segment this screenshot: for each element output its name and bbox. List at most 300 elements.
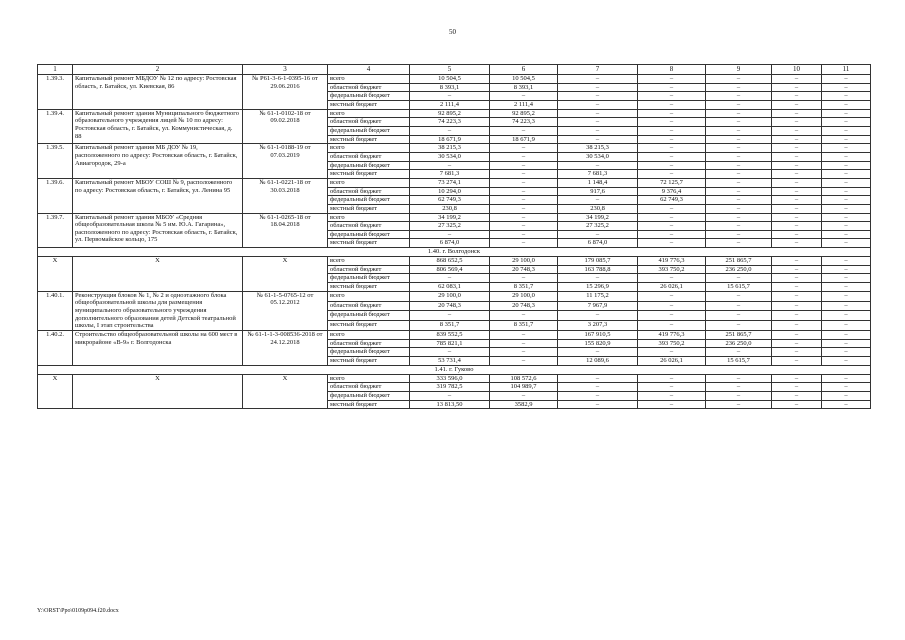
amount-cell: 30 534,0 <box>410 152 490 161</box>
amount-cell: 8 393,1 <box>490 83 558 92</box>
amount-cell: – <box>706 75 772 84</box>
section-header-row <box>38 365 871 374</box>
amount-cell: – <box>558 75 638 84</box>
section-header-row <box>38 248 871 257</box>
amount-cell: 13 813,50 <box>410 400 490 409</box>
column-number-cell: 6 <box>490 65 558 75</box>
amount-cell: – <box>638 161 706 170</box>
object-name-cell: Капитальный ремонт МБОУ СОШ № 9, расположенного по адресу: Ростовская область, г. Батайск, ул. Ленина 95 <box>73 178 243 213</box>
amount-cell: 29 100,0 <box>490 291 558 301</box>
amount-cell: 29 100,0 <box>410 291 490 301</box>
amount-cell: – <box>822 265 871 274</box>
amount-cell: 785 821,1 <box>410 339 490 348</box>
amount-cell: – <box>706 196 772 205</box>
funding-source-cell: местный бюджет <box>328 239 410 248</box>
funding-source-cell: местный бюджет <box>328 135 410 144</box>
amount-cell: – <box>638 400 706 409</box>
funding-source-cell: местный бюджет <box>328 170 410 179</box>
amount-cell: – <box>706 391 772 400</box>
funding-source-cell: всего <box>328 374 410 383</box>
amount-cell: 10 294,0 <box>410 187 490 196</box>
amount-cell: – <box>490 187 558 196</box>
amount-cell: 1 148,4 <box>558 178 638 187</box>
amount-cell: – <box>772 383 822 392</box>
column-number-cell: 7 <box>558 65 638 75</box>
amount-cell: – <box>822 213 871 222</box>
document-number-cell: № 61-1-0265-18 от 18.04.2018 <box>243 213 328 248</box>
amount-cell: 38 215,3 <box>558 144 638 153</box>
amount-cell: – <box>706 100 772 109</box>
funding-source-cell: федеральный бюджет <box>328 391 410 400</box>
amount-cell: 251 865,7 <box>706 257 772 266</box>
funding-source-cell: федеральный бюджет <box>328 196 410 205</box>
amount-cell: – <box>490 222 558 231</box>
amount-cell: – <box>638 383 706 392</box>
amount-cell: – <box>772 83 822 92</box>
item-number-cell: 1.39.5. <box>38 144 73 179</box>
table-row <box>38 75 871 84</box>
amount-cell: 163 788,8 <box>558 265 638 274</box>
amount-cell: – <box>772 274 822 283</box>
amount-cell: 419 776,3 <box>638 257 706 266</box>
amount-cell: – <box>772 187 822 196</box>
amount-cell: – <box>410 126 490 135</box>
amount-cell: 27 325,2 <box>410 222 490 231</box>
item-number-cell: 1.39.4. <box>38 109 73 144</box>
amount-cell: – <box>558 374 638 383</box>
amount-cell: – <box>822 257 871 266</box>
amount-cell: – <box>706 92 772 101</box>
amount-cell: 73 274,1 <box>410 178 490 187</box>
amount-cell: 18 671,9 <box>410 135 490 144</box>
amount-cell: 20 748,3 <box>410 301 490 311</box>
amount-cell: – <box>706 321 772 331</box>
funding-source-cell: местный бюджет <box>328 100 410 109</box>
item-number-cell: 1.39.3. <box>38 75 73 110</box>
amount-cell: – <box>772 178 822 187</box>
table-row <box>38 178 871 187</box>
amount-cell: – <box>822 357 871 366</box>
column-number-cell: 9 <box>706 65 772 75</box>
amount-cell: 868 652,5 <box>410 257 490 266</box>
column-number-cell: 4 <box>328 65 410 75</box>
funding-source-cell: всего <box>328 331 410 340</box>
amount-cell: – <box>772 213 822 222</box>
funding-source-cell: областной бюджет <box>328 118 410 127</box>
funding-source-cell: местный бюджет <box>328 357 410 366</box>
amount-cell: – <box>706 178 772 187</box>
amount-cell: – <box>706 161 772 170</box>
amount-cell: – <box>822 161 871 170</box>
amount-cell: – <box>706 135 772 144</box>
page-number: 50 <box>449 28 456 36</box>
amount-cell: – <box>558 230 638 239</box>
amount-cell: – <box>822 204 871 213</box>
amount-cell: – <box>822 83 871 92</box>
amount-cell: – <box>706 213 772 222</box>
item-number-cell: Х <box>38 374 73 409</box>
amount-cell: 34 199,2 <box>558 213 638 222</box>
amount-cell: 7 681,3 <box>410 170 490 179</box>
amount-cell: – <box>822 144 871 153</box>
document-number-cell: № 61-1-0102-18 от 09.02.2018 <box>243 109 328 144</box>
amount-cell: 319 782,5 <box>410 383 490 392</box>
amount-cell: 92 895,2 <box>410 109 490 118</box>
amount-cell: 27 325,2 <box>558 222 638 231</box>
amount-cell: – <box>410 92 490 101</box>
amount-cell: 74 223,3 <box>410 118 490 127</box>
amount-cell: – <box>490 213 558 222</box>
amount-cell: – <box>772 126 822 135</box>
budget-table <box>37 64 871 409</box>
amount-cell: 26 026,1 <box>638 283 706 292</box>
amount-cell: – <box>638 348 706 357</box>
amount-cell: – <box>638 239 706 248</box>
amount-cell: 2 111,4 <box>410 100 490 109</box>
amount-cell: 2 111,4 <box>490 100 558 109</box>
amount-cell: 20 748,3 <box>490 265 558 274</box>
amount-cell: 62 083,1 <box>410 283 490 292</box>
item-number-cell: 1.40.2. <box>38 331 73 366</box>
amount-cell: 29 100,0 <box>490 257 558 266</box>
amount-cell: – <box>558 126 638 135</box>
amount-cell: – <box>706 291 772 301</box>
amount-cell: – <box>638 291 706 301</box>
funding-source-cell: областной бюджет <box>328 383 410 392</box>
funding-source-cell: всего <box>328 178 410 187</box>
document-number-cell: № 61-1-5-0765-12 от 05.12.2012 <box>243 291 328 330</box>
amount-cell: – <box>706 374 772 383</box>
column-number-cell: 10 <box>772 65 822 75</box>
funding-source-cell: федеральный бюджет <box>328 348 410 357</box>
amount-cell: 393 750,2 <box>638 265 706 274</box>
amount-cell: – <box>772 135 822 144</box>
amount-cell: – <box>772 204 822 213</box>
amount-cell: – <box>490 161 558 170</box>
amount-cell: – <box>490 230 558 239</box>
amount-cell: – <box>772 109 822 118</box>
column-number-cell: 1 <box>38 65 73 75</box>
amount-cell: – <box>558 100 638 109</box>
amount-cell: – <box>558 196 638 205</box>
funding-source-cell: областной бюджет <box>328 339 410 348</box>
amount-cell: – <box>706 274 772 283</box>
amount-cell: 15 615,7 <box>706 283 772 292</box>
document-number-cell: № 61-1-0188-19 от 07.03.2019 <box>243 144 328 179</box>
amount-cell: – <box>822 100 871 109</box>
amount-cell: – <box>706 204 772 213</box>
funding-source-cell: федеральный бюджет <box>328 274 410 283</box>
object-name-cell: Капитальный ремонт здания МБ ДОУ № 19, расположенного по адресу: Ростовская область, г. Батайск, Авиагородок, 29-а <box>73 144 243 179</box>
amount-cell: 230,8 <box>558 204 638 213</box>
section-title: 1.41. г. Гуково <box>38 365 871 374</box>
amount-cell: – <box>490 92 558 101</box>
amount-cell: – <box>772 92 822 101</box>
amount-cell: – <box>772 331 822 340</box>
amount-cell: – <box>772 311 822 321</box>
amount-cell: – <box>822 311 871 321</box>
amount-cell: 3 207,3 <box>558 321 638 331</box>
amount-cell: – <box>558 400 638 409</box>
amount-cell: – <box>638 222 706 231</box>
funding-source-cell: федеральный бюджет <box>328 92 410 101</box>
amount-cell: 155 820,9 <box>558 339 638 348</box>
amount-cell: – <box>772 161 822 170</box>
amount-cell: 3582,9 <box>490 400 558 409</box>
amount-cell: – <box>706 348 772 357</box>
amount-cell: – <box>822 118 871 127</box>
amount-cell: – <box>772 321 822 331</box>
amount-cell: 53 731,4 <box>410 357 490 366</box>
amount-cell: – <box>490 152 558 161</box>
amount-cell: 230,8 <box>410 204 490 213</box>
table-row <box>38 213 871 222</box>
amount-cell: 62 749,3 <box>638 196 706 205</box>
amount-cell: – <box>822 400 871 409</box>
amount-cell: – <box>638 213 706 222</box>
amount-cell: 333 596,0 <box>410 374 490 383</box>
amount-cell: – <box>706 118 772 127</box>
amount-cell: – <box>638 374 706 383</box>
amount-cell: – <box>772 348 822 357</box>
amount-cell: 104 989,7 <box>490 383 558 392</box>
item-number-cell: 1.40.1. <box>38 291 73 330</box>
amount-cell: 179 085,7 <box>558 257 638 266</box>
amount-cell: 251 865,7 <box>706 331 772 340</box>
amount-cell: 236 250,0 <box>706 265 772 274</box>
amount-cell: – <box>706 126 772 135</box>
funding-source-cell: местный бюджет <box>328 283 410 292</box>
funding-source-cell: всего <box>328 109 410 118</box>
funding-source-cell: федеральный бюджет <box>328 161 410 170</box>
amount-cell: – <box>772 400 822 409</box>
object-name-cell: Капитальный ремонт МБДОУ № 12 по адресу: Ростовская область, г. Батайск, ул. Киевская, 86 <box>73 75 243 110</box>
table-row <box>38 144 871 153</box>
document-number-cell: № Р61-3-6-1-0395-16 от 29.06.2016 <box>243 75 328 110</box>
amount-cell: – <box>772 357 822 366</box>
amount-cell: 34 199,2 <box>410 213 490 222</box>
amount-cell: – <box>822 383 871 392</box>
amount-cell: – <box>410 161 490 170</box>
amount-cell: – <box>638 311 706 321</box>
section-title: 1.40. г. Волгодонск <box>38 248 871 257</box>
amount-cell: – <box>822 321 871 331</box>
document-number-cell: № 61-1-1-3-008536-2018 от 24.12.2018 <box>243 331 328 366</box>
amount-cell: – <box>822 239 871 248</box>
amount-cell: – <box>490 204 558 213</box>
amount-cell: – <box>558 274 638 283</box>
amount-cell: – <box>772 391 822 400</box>
amount-cell: 11 175,2 <box>558 291 638 301</box>
amount-cell: – <box>558 83 638 92</box>
amount-cell: – <box>772 291 822 301</box>
amount-cell: 6 874,0 <box>410 239 490 248</box>
amount-cell: – <box>822 374 871 383</box>
amount-cell: – <box>772 222 822 231</box>
funding-source-cell: федеральный бюджет <box>328 311 410 321</box>
funding-source-cell: всего <box>328 75 410 84</box>
amount-cell: – <box>772 75 822 84</box>
amount-cell: – <box>822 301 871 311</box>
amount-cell: – <box>706 83 772 92</box>
amount-cell: – <box>822 75 871 84</box>
amount-cell: – <box>638 391 706 400</box>
footer-file-path: Y:\ORST\Ppo\0109p094.f20.docx <box>37 608 119 614</box>
amount-cell: – <box>490 274 558 283</box>
object-name-cell: Капитальный ремонт здания Муниципального бюджетного образовательного учреждения лицей № 10 по адресу: Ростовская область, г. Батайск, ул. Коммунистическая, д. 88 <box>73 109 243 144</box>
amount-cell: 839 552,5 <box>410 331 490 340</box>
amount-cell: 15 296,9 <box>558 283 638 292</box>
item-number-cell: 1.39.7. <box>38 213 73 248</box>
amount-cell: – <box>490 239 558 248</box>
amount-cell: – <box>706 230 772 239</box>
amount-cell: 92 895,2 <box>490 109 558 118</box>
document-number-cell: Х <box>243 257 328 292</box>
amount-cell: – <box>410 311 490 321</box>
amount-cell: – <box>490 170 558 179</box>
table-row <box>38 257 871 266</box>
table-row <box>38 331 871 340</box>
amount-cell: – <box>706 383 772 392</box>
item-number-cell: 1.39.6. <box>38 178 73 213</box>
amount-cell: – <box>638 204 706 213</box>
column-number-cell: 5 <box>410 65 490 75</box>
amount-cell: – <box>638 230 706 239</box>
amount-cell: 7 681,3 <box>558 170 638 179</box>
amount-cell: – <box>822 291 871 301</box>
amount-cell: – <box>638 100 706 109</box>
amount-cell: – <box>638 92 706 101</box>
amount-cell: 393 750,2 <box>638 339 706 348</box>
amount-cell: – <box>822 283 871 292</box>
funding-source-cell: местный бюджет <box>328 321 410 331</box>
amount-cell: 10 504,5 <box>410 75 490 84</box>
amount-cell: 10 504,5 <box>490 75 558 84</box>
amount-cell: – <box>558 161 638 170</box>
amount-cell: – <box>638 109 706 118</box>
funding-source-cell: областной бюджет <box>328 187 410 196</box>
amount-cell: – <box>706 222 772 231</box>
amount-cell: 8 351,7 <box>410 321 490 331</box>
object-name-cell: Х <box>73 374 243 409</box>
amount-cell: – <box>772 170 822 179</box>
amount-cell: – <box>772 152 822 161</box>
funding-source-cell: местный бюджет <box>328 204 410 213</box>
amount-cell: 74 223,3 <box>490 118 558 127</box>
amount-cell: – <box>638 274 706 283</box>
amount-cell: – <box>638 301 706 311</box>
amount-cell: – <box>706 311 772 321</box>
amount-cell: 806 569,4 <box>410 265 490 274</box>
amount-cell: – <box>490 126 558 135</box>
amount-cell: 38 215,3 <box>410 144 490 153</box>
amount-cell: – <box>638 321 706 331</box>
amount-cell: – <box>558 118 638 127</box>
funding-source-cell: всего <box>328 257 410 266</box>
amount-cell: – <box>822 222 871 231</box>
column-number-cell: 11 <box>822 65 871 75</box>
amount-cell: 18 671,9 <box>490 135 558 144</box>
amount-cell: – <box>490 339 558 348</box>
funding-source-cell: местный бюджет <box>328 400 410 409</box>
amount-cell: – <box>772 374 822 383</box>
amount-cell: 20 748,3 <box>490 301 558 311</box>
amount-cell: 8 351,7 <box>490 321 558 331</box>
column-number-cell: 2 <box>73 65 243 75</box>
table-row <box>38 374 871 383</box>
amount-cell: 15 615,7 <box>706 357 772 366</box>
amount-cell: – <box>822 348 871 357</box>
amount-cell: – <box>490 311 558 321</box>
funding-source-cell: всего <box>328 291 410 301</box>
object-name-cell: Реконструкция блоков № 1, № 2 и одноэтажного блока общеобразовательной школы для размещения муниципального образовательного учреждения дополнительного образования детей Детской театральной школы, I этап строительства <box>73 291 243 330</box>
funding-source-cell: областной бюджет <box>328 222 410 231</box>
amount-cell: 6 874,0 <box>558 239 638 248</box>
amount-cell: – <box>410 348 490 357</box>
amount-cell: – <box>772 283 822 292</box>
amount-cell: – <box>490 348 558 357</box>
funding-source-cell: областной бюджет <box>328 83 410 92</box>
amount-cell: – <box>638 152 706 161</box>
amount-cell: – <box>558 92 638 101</box>
amount-cell: – <box>410 230 490 239</box>
amount-cell: 12 089,6 <box>558 357 638 366</box>
amount-cell: – <box>822 391 871 400</box>
table-row <box>38 291 871 301</box>
amount-cell: – <box>772 144 822 153</box>
amount-cell: – <box>822 109 871 118</box>
amount-cell: – <box>772 339 822 348</box>
amount-cell: 9 376,4 <box>638 187 706 196</box>
item-number-cell: Х <box>38 257 73 292</box>
amount-cell: – <box>706 109 772 118</box>
column-number-header-row <box>38 65 871 75</box>
amount-cell: – <box>558 391 638 400</box>
amount-cell: 167 910,5 <box>558 331 638 340</box>
amount-cell: – <box>822 178 871 187</box>
funding-source-cell: всего <box>328 213 410 222</box>
amount-cell: – <box>706 239 772 248</box>
amount-cell: – <box>822 339 871 348</box>
funding-source-cell: областной бюджет <box>328 152 410 161</box>
amount-cell: – <box>772 265 822 274</box>
amount-cell: – <box>558 135 638 144</box>
amount-cell: – <box>822 274 871 283</box>
amount-cell: – <box>638 75 706 84</box>
column-number-cell: 3 <box>243 65 328 75</box>
amount-cell: – <box>490 144 558 153</box>
amount-cell: 8 351,7 <box>490 283 558 292</box>
amount-cell: 108 572,6 <box>490 374 558 383</box>
amount-cell: 72 125,7 <box>638 178 706 187</box>
amount-cell: – <box>490 331 558 340</box>
object-name-cell: Капитальный ремонт здания МБОУ «Средняя общеобразовательная школа № 5 им. Ю.А. Гагарина», расположенного по адресу: Ростовская область, г. Батайск, ул. Первомайское кольцо, 175 <box>73 213 243 248</box>
funding-source-cell: федеральный бюджет <box>328 230 410 239</box>
amount-cell: – <box>638 135 706 144</box>
amount-cell: – <box>822 196 871 205</box>
amount-cell: – <box>822 187 871 196</box>
amount-cell: – <box>490 357 558 366</box>
amount-cell: – <box>772 301 822 311</box>
amount-cell: – <box>822 92 871 101</box>
amount-cell: – <box>558 348 638 357</box>
amount-cell: – <box>638 126 706 135</box>
amount-cell: – <box>706 152 772 161</box>
amount-cell: – <box>490 196 558 205</box>
amount-cell: 7 967,9 <box>558 301 638 311</box>
amount-cell: – <box>410 391 490 400</box>
amount-cell: – <box>822 126 871 135</box>
